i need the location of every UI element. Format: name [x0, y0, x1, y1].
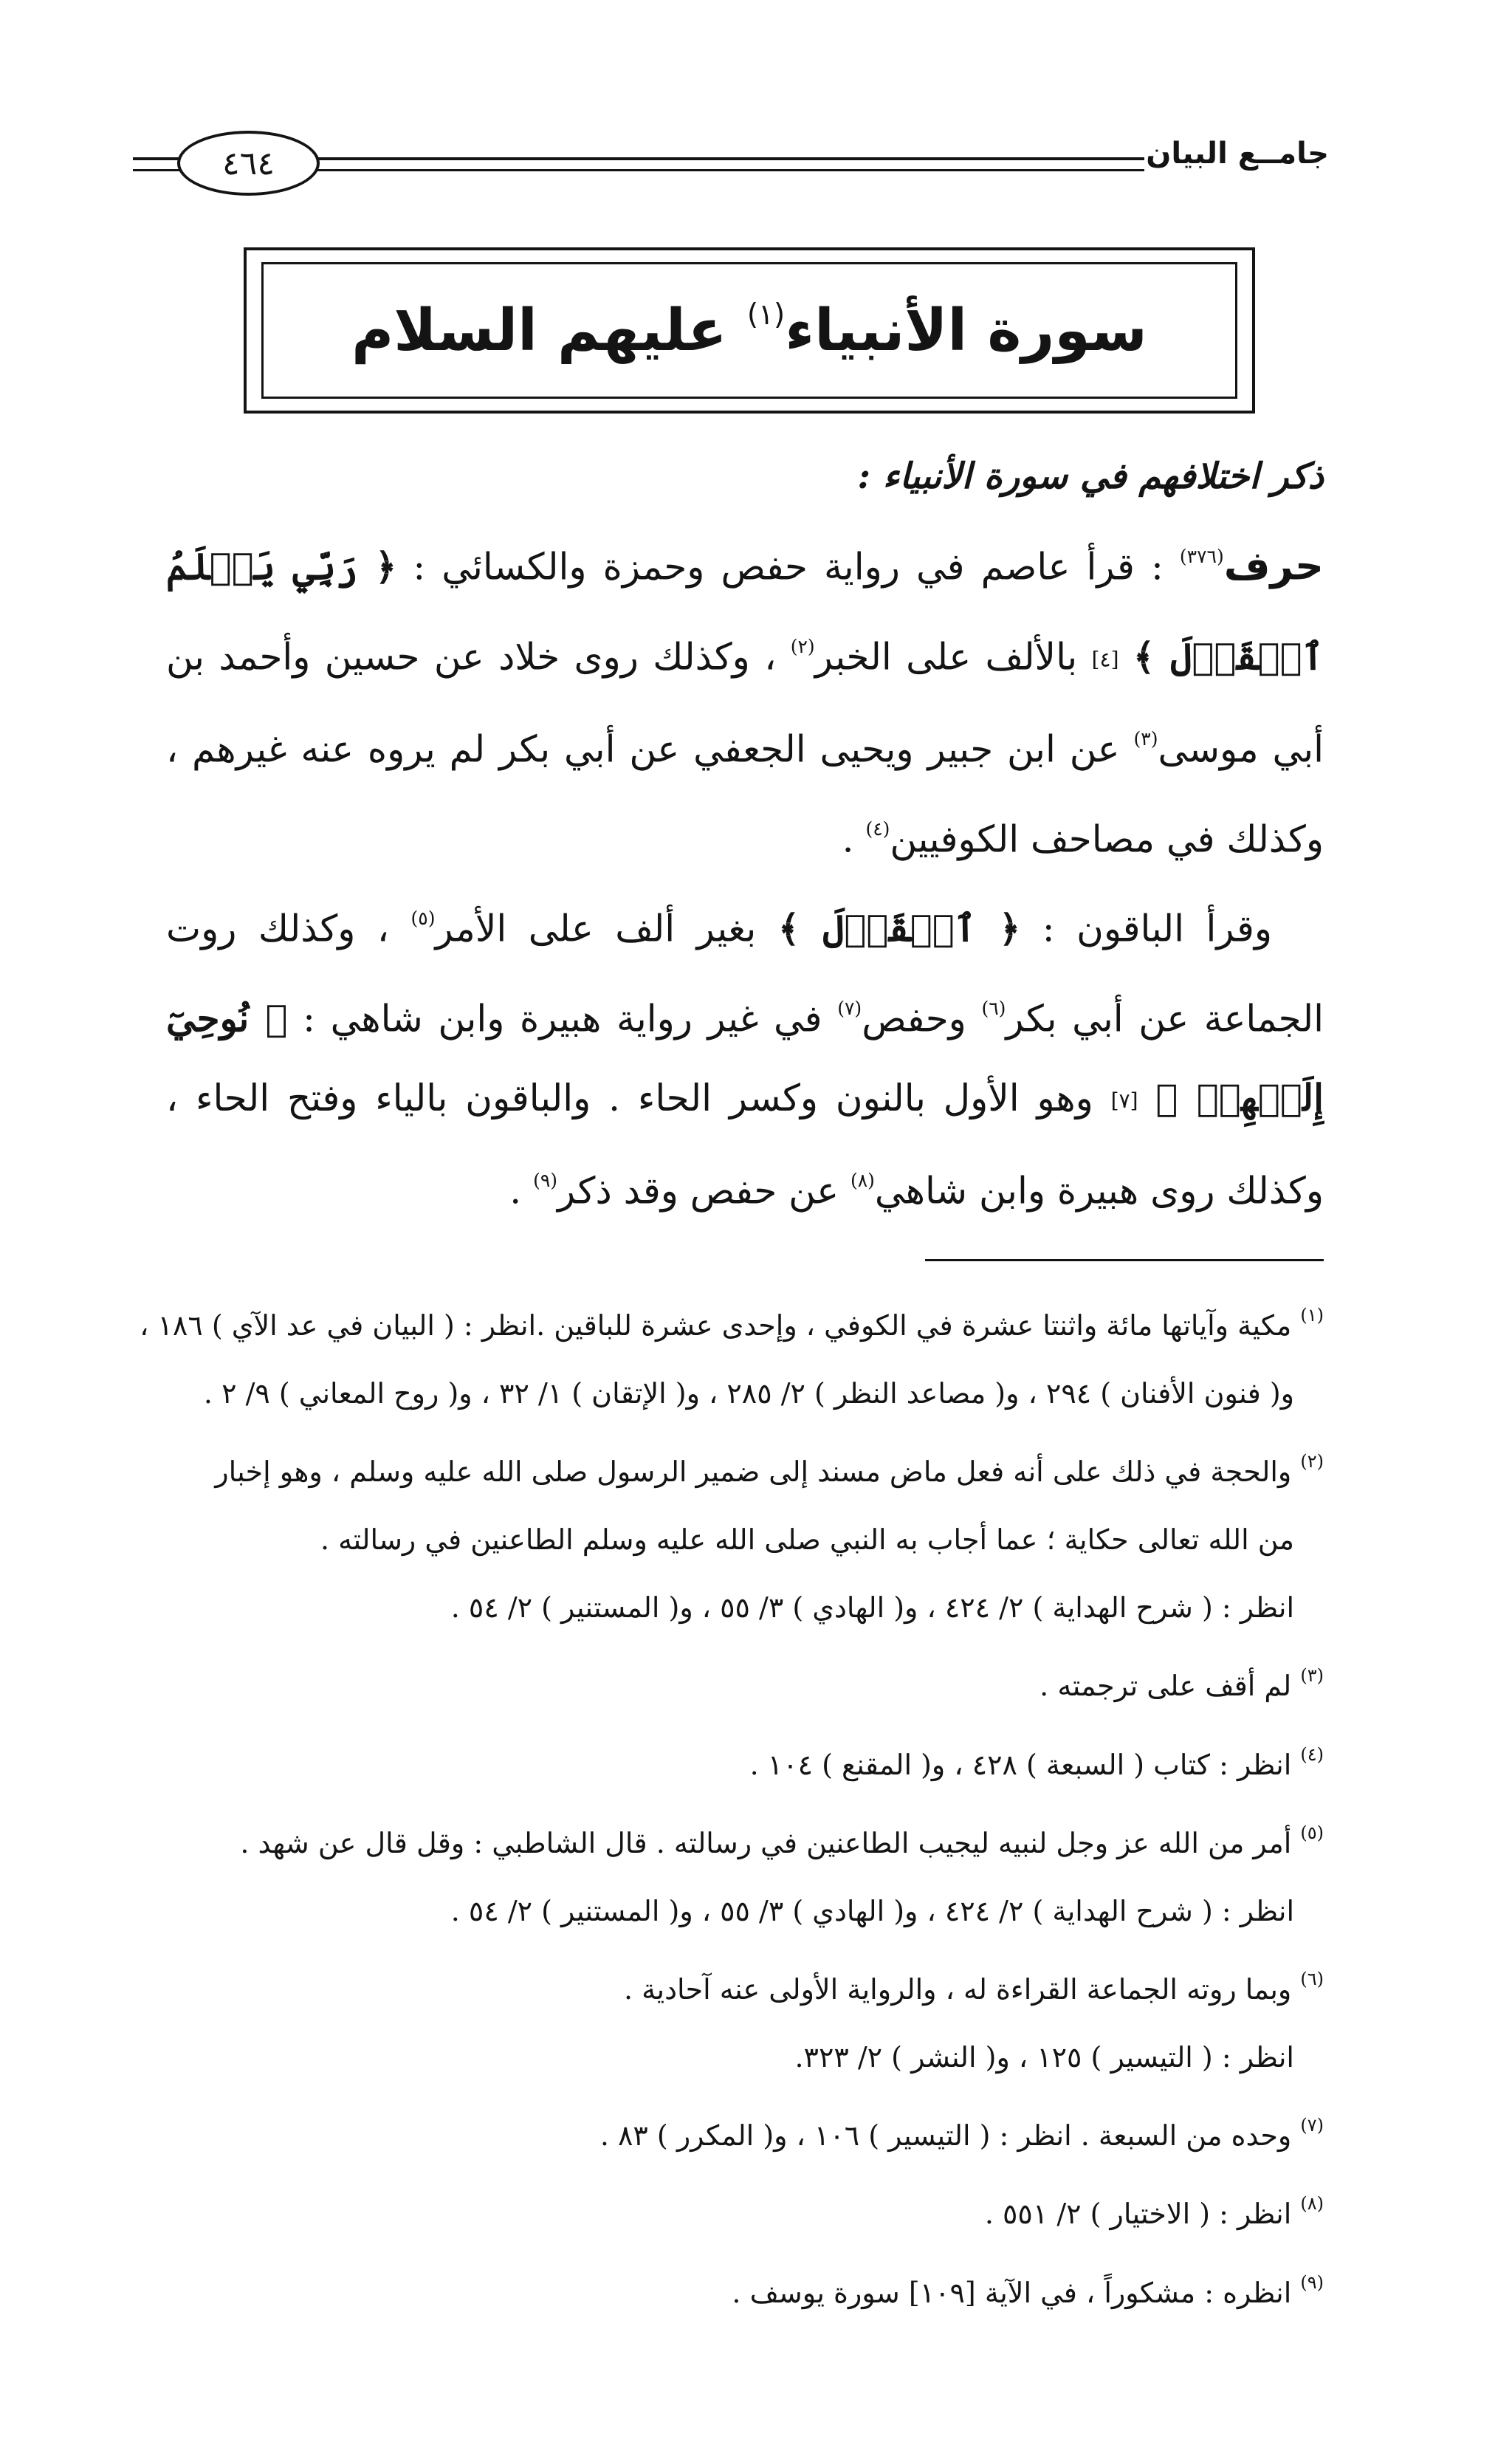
footnote-line: أمر من الله عز وجل لنبيه ليجيب الطاعنين في رسالته . قال الشاطبي : وقل قال عن شهد .: [240, 1826, 1292, 1859]
header-rule: [310, 157, 1144, 171]
para2-part2: بغير ألف على الأمر: [435, 907, 757, 950]
footnotes: [140, 1281, 1324, 2327]
quran-verse: ﴿ رَبِّي يَعۡلَمُ ٱلۡقَوۡلَ ﴾: [166, 544, 1324, 678]
footnote-line: انظر : ( الاختيار ) ٢/ ٥٥١ .: [984, 2198, 1292, 2231]
footnote-7: [166, 2091, 1324, 2170]
footnote-line: وبما روته الجماعة القراءة له ، والرواية الأولى عنه آحادية .: [623, 1973, 1292, 2006]
footnote-line: انظر : ( شرح الهداية ) ٢/ ٤٢٤ ، و( الهادي ) ٣/ ٥٥ ، و( المستنير ) ٢/ ٥٤ .: [450, 1591, 1294, 1625]
title-frame: [244, 247, 1255, 414]
surah-title: [351, 298, 1147, 364]
footnote-line: و( فنون الأفنان ) ٢٩٤ ، و( مصاعد النظر ) ٢/ ٢٨٥ ، و( الإتقان ) ١/ ٣٢ ، و( روح المعاني ) ٩/ ٢ .: [203, 1377, 1294, 1410]
footnote-number: (٦): [1300, 1968, 1324, 1989]
footnote-number: (٤): [1300, 1743, 1324, 1765]
surah-suffix: عليهم السلام: [351, 297, 727, 364]
footnote-number: (٩): [1300, 2271, 1324, 2293]
footnote-line: والحجة في ذلك على أنه فعل ماض مسند إلى ضمير الرسول صلى الله عليه وسلم ، وهو إخبار: [215, 1455, 1292, 1489]
footnote-number: (٢): [1300, 1451, 1324, 1472]
para2-part6: وهو الأول بالنون وكسر الحاء . والباقون بالياء وفتح الحاء ، وكذلك روى هبيرة وابن شاهي: [166, 1077, 1324, 1213]
book-name: جامــع البيان: [1146, 137, 1329, 171]
footnote-2: [166, 1427, 1324, 1506]
quran-verse: ﴿ نُوحِيٓ إِلَيۡهِمۡ ﴾: [166, 996, 1324, 1119]
paragraph-2: [166, 879, 1324, 1231]
note-ref: (٧): [837, 997, 862, 1019]
running-header: [133, 122, 1329, 203]
section-heading: ذكر اختلافهم في سورة الأنبياء :: [857, 456, 1324, 497]
page-number: ٤٦٤: [177, 131, 320, 196]
footnote-6-cont: [166, 2023, 1324, 2091]
footnote-9: [166, 2249, 1324, 2327]
harf-number: (٣٧٦): [1179, 546, 1224, 567]
footnote-line: انظر : كتاب ( السبعة ) ٤٢٨ ، و( المقنع ) ١٠٤ .: [749, 1748, 1292, 1781]
footnote-3: [166, 1642, 1324, 1720]
surah-name: سورة الأنبياء: [785, 297, 1147, 364]
verse-number: [٤]: [1091, 647, 1119, 671]
footnote-5-cont: [166, 1877, 1324, 1945]
para2-part3: ، وكذلك روت الجماعة عن أبي بكر: [166, 907, 1324, 1040]
note-ref: (٢): [790, 635, 815, 657]
para1-part4: عن ابن جبير ويحيى الجعفي عن أبي بكر لم يروه عنه غيرهم ، وكذلك في مصاحف الكوفيين: [166, 727, 1324, 860]
footnote-2-cont: [166, 1574, 1324, 1642]
footnote-number: (١): [1300, 1305, 1324, 1325]
note-ref: (٩): [533, 1170, 558, 1191]
footnote-1-cont: [166, 1359, 1324, 1427]
note-ref: (٦): [981, 997, 1006, 1019]
footnote-line: انظر : ( التيسير ) ١٢٥ ، و( النشر ) ٢/ ٣٢٣.: [794, 2041, 1294, 2074]
title-note-ref: (١): [746, 298, 786, 332]
title-frame-inner: [261, 262, 1237, 399]
footnote-line: انظر : ( شرح الهداية ) ٢/ ٤٢٤ ، و( الهادي ) ٣/ ٥٥ ، و( المستنير ) ٢/ ٥٤ .: [450, 1894, 1294, 1927]
footnote-separator: [925, 1259, 1324, 1261]
footnote-1: [140, 1281, 1324, 1359]
footnote-5: [166, 1799, 1324, 1877]
note-ref: (٣): [1133, 728, 1158, 750]
footnote-4: [166, 1721, 1324, 1799]
para2-part5: في غير رواية هبيرة وابن شاهي :: [303, 997, 822, 1040]
para2-part1: وقرأ الباقون :: [1042, 907, 1272, 950]
para2-part4: وحفص: [862, 997, 966, 1040]
footnote-6: [166, 1945, 1324, 2023]
note-ref: (٤): [865, 817, 890, 840]
main-text: [166, 443, 1324, 1231]
footnote-2-cont: [166, 1506, 1324, 1574]
footnote-line: لم أقف على ترجمته .: [1040, 1670, 1292, 1703]
footnote-number: (٧): [1300, 2115, 1324, 2136]
footnote-line: انظره : مشكوراً ، في الآية [١٠٩] سورة يوسف .: [732, 2276, 1292, 2309]
paragraph-1: [166, 517, 1324, 879]
verse-number: [٧]: [1110, 1088, 1138, 1113]
note-ref: (٥): [410, 908, 436, 929]
note-ref: (٨): [850, 1170, 875, 1191]
para1-part1: : قرأ عاصم في رواية حفص وحمزة والكسائي :: [413, 545, 1164, 589]
para2-part8: .: [509, 1169, 522, 1213]
footnote-number: (٥): [1300, 1822, 1324, 1843]
harf-label: حرف: [1223, 542, 1324, 589]
footnote-8: [166, 2170, 1324, 2248]
para1-part2: بالألف على الخبر: [814, 635, 1078, 678]
footnote-line: وحده من السبعة . انظر : ( التيسير ) ١٠٦ ، و( المكرر ) ٨٣ .: [599, 2119, 1292, 2153]
quran-verse: ﴿ ٱلۡقَوۡلَ ﴾: [777, 906, 1021, 950]
footnote-line: مكية وآياتها مائة واثنتا عشرة في الكوفي ، وإحدى عشرة للباقين .انظر : ( البيان في عد الآي ) ١٨٦ ،: [140, 1309, 1292, 1342]
footnote-number: (٨): [1300, 2193, 1324, 2215]
para2-part7: عن حفص وقد ذكر: [557, 1169, 839, 1213]
footnote-line: من الله تعالى حكاية ؛ عما أجاب به النبي صلى الله عليه وسلم الطاعنين في رسالته .: [320, 1523, 1294, 1557]
footnote-number: (٣): [1300, 1665, 1324, 1687]
para1-part3: ، وكذلك روى خلاد عن حسين وأحمد بن أبي موسى: [166, 635, 1324, 771]
para1-part5: .: [842, 817, 854, 860]
